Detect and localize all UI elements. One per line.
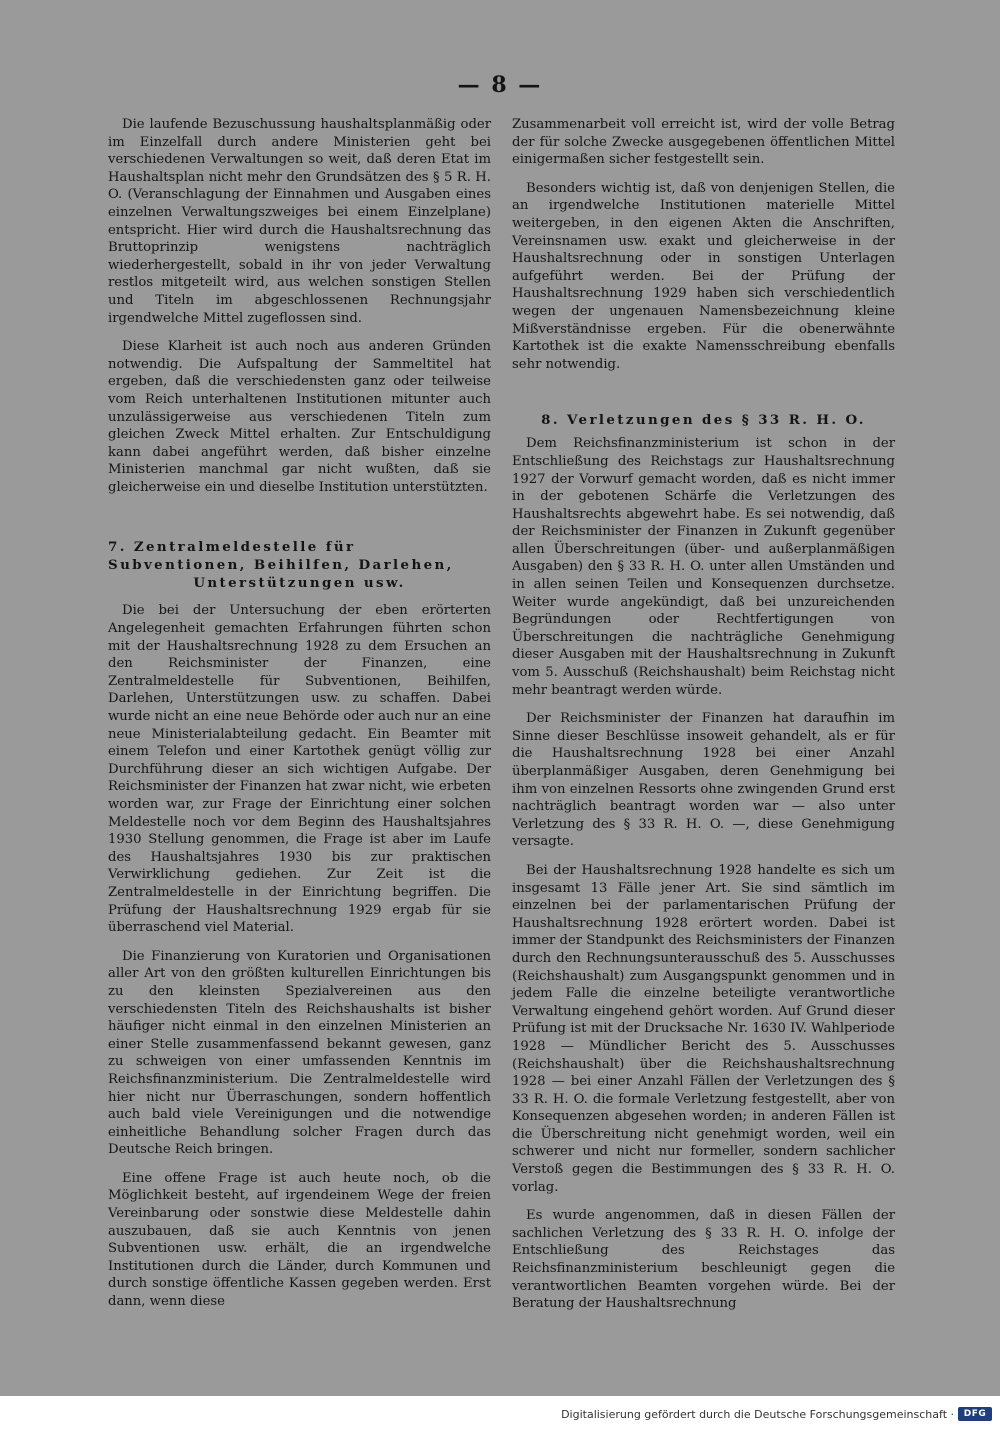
paragraph: Eine offene Frage ist auch heute noch, ob die Möglichkeit besteht, auf irgendeinem Wege der freien Vereinbarung oder sonstwie diese Meldestelle dahin auszubauen, daß sie auch Kenntnis von jenen Subventionen usw. erhält, die an irgendwelche Institutionen durch die Länder, durch Kommunen und durch sonstige öffentliche Kassen gegeben werden. Erst dann, wenn diese	[108, 1170, 491, 1310]
paragraph: Die Finanzierung von Kuratorien und Organisationen aller Art von den größten kulturellen Einrichtungen bis zu den kleinsten Spezialvereinen aus den verschiedensten Titeln des Reichshaushalts ist bisher häufiger nicht einmal in den einzelnen Ministerien an einer Stelle zusammenfassend bekannt gewesen, ganz zu schweigen von einer umfassenden Kenntnis im Reichsfinanzministerium. Die Zentralmeldestelle wird hier nicht nur Überraschungen, sondern hoffentlich auch bald viele Vereinigungen und die notwendige einheitliche Behandlung solcher Fragen durch das Deutsche Reich bringen.	[108, 948, 491, 1158]
paragraph: Zusammenarbeit voll erreicht ist, wird der volle Betrag der für solche Zwecke ausgegebenen öffentlichen Mittel einigermaßen sicher festgestellt sein.	[512, 117, 895, 168]
page-number: — 8 —	[457, 72, 543, 98]
dfg-logo-icon: DFG	[958, 1407, 992, 1421]
paragraph: Bei der Haushaltsrechnung 1928 handelte es sich um insgesamt 13 Fälle jener Art. Sie sind sämtlich im einzelnen bei der parlamentarischen Prüfung der Haushaltsrechnung 1928 erörtert worden. Dabei ist immer der Standpunkt des Reichsministers der Finanzen durch den Rechnungsunterausschuß des 5. Ausschusses (Reichshaushalt) zum Ausgangspunkt genommen und in jedem Falle die einzelne beteiligte verantwortliche Verwaltung eingehend gehört worden. Auf Grund dieser Prüfung ist mit der Drucksache Nr. 1630 IV. Wahlperiode 1928 — Mündlicher Bericht des 5. Ausschusses (Reichshaushalt) über die Reichshaushaltsrechnung 1928 — bei einer Anzahl Fällen der Verletzungen des § 33 R. H. O. die formale Verletzung festgestellt, aber von Konsequenzen abgesehen worden; in anderen Fällen ist die Überschreitung nicht genehmigt worden, weil ein schwerer und nicht nur formeller, sondern sachlicher Verstoß gegen die Bestimmungen des § 33 R. H. O. vorlag.	[512, 862, 895, 1195]
left-column	[108, 116, 491, 1322]
paragraph: Besonders wichtig ist, daß von denjenigen Stellen, die an irgendwelche Institutionen materielle Mittel weitergeben, in den eigenen Akten die Anschriften, Vereinsnamen usw. exakt und gleicherweise in der Haushaltsrechnung oder in sonstigen Unterlagen aufgeführt werden. Bei der Prüfung der Haushaltsrechnung 1929 haben sich verschiedentlich wegen der ungenauen Namensbezeichnung kleine Mißverständnisse ergeben. Für die obenerwähnte Kartothek ist die exakte Namensschreibung ebenfalls sehr notwendig.	[512, 180, 895, 372]
paragraph: Diese Klarheit ist auch noch aus anderen Gründen notwendig. Die Aufspaltung der Sammeltitel hat ergeben, daß die verschiedensten ganz oder teilweise vom Reich unterhaltenen Institutionen mitunter auch unzulässigerweise aus verschiedenen Titeln zum gleichen Zweck Mittel erhalten. Zur Entschuldigung kann dabei angeführt werden, daß bisher einzelne Ministerien manchmal gar nicht wußten, daß sie gleicherweise ein und dieselbe Institution unterstützten.	[108, 339, 491, 495]
paragraph: Dem Reichsfinanzministerium ist schon in der Entschließung des Reichstags zur Haushaltsrechnung 1927 der Vorwurf gemacht worden, daß es nicht immer in der gebotenen Schärfe die Verletzungen des Haushaltsrechts abgewehrt habe. Es sei notwendig, daß der Reichsminister der Finanzen in Zukunft gegenüber allen Überschreitungen (über- und außerplanmäßigen Ausgaben) den § 33 R. H. O. unter allen Umständen und in allen seinen Teilen und Konsequenzen durchsetze. Weiter wurde angekündigt, daß bei unzureichenden Begründungen oder Rechtfertigungen von Überschreitungen die nachträgliche Genehmigung dieser Ausgaben mit der Haushaltsrechnung in Zukunft vom 5. Ausschuß (Reichshaushalt) beim Reichstag nicht mehr beantragt werden würde.	[512, 436, 895, 698]
paragraph: Es wurde angenommen, daß in diesen Fällen der sachlichen Verletzung des § 33 R. H. O. infolge der Entschließung des Reichstages das Reichsfinanzministerium beschleunigt gegen die verantwortlichen Beamten vorgehen würde. Bei der Beratung der Haushaltsrechnung	[512, 1208, 895, 1312]
footer-credit: Digitalisierung gefördert durch die Deutsche Forschungsgemeinschaft ·	[561, 1408, 954, 1421]
section-heading-8: 8. Verletzungen des § 33 R. H. O.	[541, 412, 866, 429]
section-heading-7: 7. Zentralmeldestelle für Subventionen, Beihilfen, Darlehen, Unterstützungen usw.	[108, 539, 454, 592]
paragraph: Die bei der Untersuchung der eben erörterten Angelegenheit gemachten Erfahrungen führten schon mit der Haushaltsrechnung 1928 zu dem Ersuchen an den Reichsminister der Finanzen, eine Zentralmeldestelle für Subventionen, Beihilfen, Darlehen, Unterstützungen usw. zu schaffen. Dabei wurde nicht an eine neue Behörde oder auch nur an eine neue Ministerialabteilung gedacht. Ein Beamter mit einem Telefon und einer Kartothek genügt völlig zur Durchführung dieser an sich wichtigen Aufgabe. Der Reichsminister der Finanzen hat zwar nicht, wie erbeten worden war, zur Frage der Einrichtung einer solchen Meldestelle noch vor dem Beginn des Haushaltsjahres 1930 Stellung genommen, die Frage ist aber im Laufe des Haushaltsjahres 1930 bis zur praktischen Verwirklichung gediehen. Zur Zeit ist die Zentralmeldestelle in der Einrichtung begriffen. Die Prüfung der Haushaltsrechnung 1929 ergab für sie überraschend viel Material.	[108, 603, 491, 936]
paragraph: Die laufende Bezuschussung haushaltsplanmäßig oder im Einzelfall durch andere Ministerien geht bei verschiedenen Verwaltungen so weit, daß deren Etat im Haushaltsplan nicht mehr den Grundsätzen des § 5 R. H. O. (Veranschlagung der Einnahmen und Ausgaben eines einzelnen Verwaltungszweiges bei einem Einzelplane) entspricht. Hier wird durch die Haushaltsrechnung das Bruttoprinzip wenigstens nachträglich wiederhergestellt, sobald in ihr von jeder Verwaltung restlos mitgeteilt wird, aus welchen sonstigen Stellen und Titeln im abgeschlossenen Rechnungsjahr irgendwelche Mittel zugeflossen sind.	[108, 117, 491, 326]
paragraph: Der Reichsminister der Finanzen hat daraufhin im Sinne dieser Beschlüsse insoweit gehandelt, als er für die Haushaltsrechnung 1928 bei einer Anzahl überplanmäßiger Ausgaben, deren Genehmigung bei ihm von einzelnen Ressorts ohne zwingenden Grund erst nachträglich beantragt worden war — also unter Verletzung des § 33 R. H. O. —, diese Genehmigung versagte.	[512, 711, 895, 850]
right-column	[512, 116, 895, 1324]
footer-bar	[0, 1396, 1000, 1434]
